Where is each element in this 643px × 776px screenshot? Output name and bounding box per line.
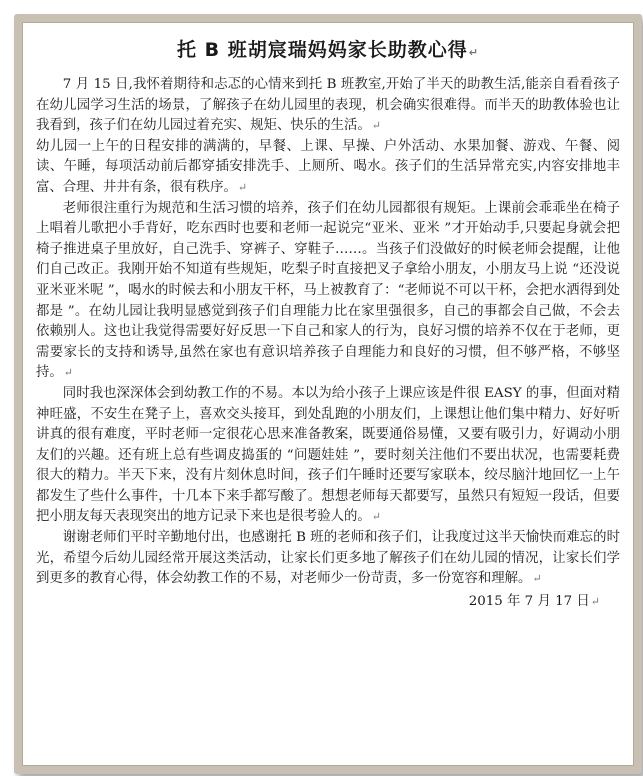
document-page bbox=[36, 30, 620, 612]
date-text: 2015 年 7 月 17 日 bbox=[468, 593, 590, 609]
paragraph-mark-icon: ↵ bbox=[371, 510, 381, 524]
paragraph-mark-icon: ↵ bbox=[237, 180, 248, 194]
picture-frame bbox=[14, 14, 642, 774]
paragraph-3 bbox=[36, 199, 620, 384]
document-title bbox=[36, 38, 620, 65]
paragraph-text: 同时我也深深体会到幼教工作的不易。本以为给小孩子上课应该是件很 EASY 的事，但面对精神旺盛，不安生在凳子上，喜欢交头接耳，到处乱跑的小朋友们，上课想让他们集中精力、好好听讲真的很有难度，平时老师一定很花心思来准备教案，既要通俗易懂，又要有吸引力，好调动小朋友们的兴趣。还有班上总有些调皮捣蛋的 “问题娃娃 ”，要时刻关注他们不要出状况，也需要耗费很大的精力。半天下来，没有片刻休息时间，孩子们午睡时还要写家联本，绞尽脑汁地回忆一上午都发生了些什么事件，十几本下来手都写酸了。想想老师每天都要写，虽然只有短短一段话，但要把小朋友每天表现突出的地方记录下来也是很考验人的。 bbox=[36, 385, 620, 525]
paragraph-mark-icon: ↵ bbox=[63, 366, 73, 380]
paragraph-1 bbox=[36, 75, 620, 137]
paragraph-text: 谢谢老师们平时辛勤地付出，也感谢托 B 班的老师和孩子们，让我度过这半天愉快而难忘的时光，希望今后幼儿园经常开展这类活动，让家长们更多地了解孩子们在幼儿园的情况，让家长们学到更多的教育心得，体会幼教工作的不易，对老师少一份苛责，多一份宽容和理解。 bbox=[36, 530, 620, 587]
paragraph-mark-icon: ↵ bbox=[532, 572, 542, 586]
document-date bbox=[36, 592, 620, 613]
paragraph-mark-icon: ↵ bbox=[468, 46, 479, 59]
paragraph-5 bbox=[36, 528, 620, 590]
paragraph-text: 7 月 15 日,我怀着期待和忐忑的心情来到托 B 班教室,开始了半天的助教生活,能亲自看看孩子在幼儿园学习生活的场景，了解孩子在幼儿园里的表现，机会确实很难得。而半天的助教体验也让我看到，孩子们在幼儿园过着充实、规矩、快乐的生活。 bbox=[36, 77, 620, 134]
paragraph-text: 幼儿园一上午的日程安排的满满的，早餐、上课、早操、户外活动、水果加餐、游戏、午餐、阅读、午睡，每项活动前后都穿插安排洗手、上厕所、喝水。孩子们的生活异常充实,内容安排地丰富、合理、井井有条，很有秩序。 bbox=[36, 138, 620, 195]
title-text: 托 B 班胡宸瑞妈妈家长助教心得 bbox=[177, 39, 468, 61]
paragraph-text: 老师很注重行为规范和生活习惯的培养，孩子们在幼儿园都很有规矩。上课前会乖乖坐在椅子上唱着儿歌把小手背好，吃东西时也要和老师一起说完“亚米、亚米 ”才开始动手,只要起身就会把椅子推进桌子里放好，自己洗手、穿裤子、穿鞋子……。当孩子们没做好的时候老师会提醒，让他们自己改正。我刚开始不知道有些规矩，吃梨子时直接把叉子拿给小朋友，小朋友马上说 “还没说亚米亚米呢 ”，喝水的时候去和小朋友干杯，马上被教育了：“老师说不可以干杯，会把水洒得到处都是 ”。在幼儿园让我明显感觉到孩子们自理能力比在家里强很多，自己的事都会自己做，不会去依赖别人。这也让我觉得需要好好反思一下自己和家人的行为，良好习惯的培养不仅在于老师，更需要家长的支持和诱导,虽然在家也有意识培养孩子自理能力和良好的习惯，但不够严格，不够坚持。 bbox=[36, 200, 620, 381]
paragraph-2 bbox=[36, 137, 620, 199]
paragraph-mark-icon: ↵ bbox=[371, 119, 381, 133]
paragraph-4 bbox=[36, 384, 620, 528]
paragraph-mark-icon: ↵ bbox=[590, 594, 600, 608]
